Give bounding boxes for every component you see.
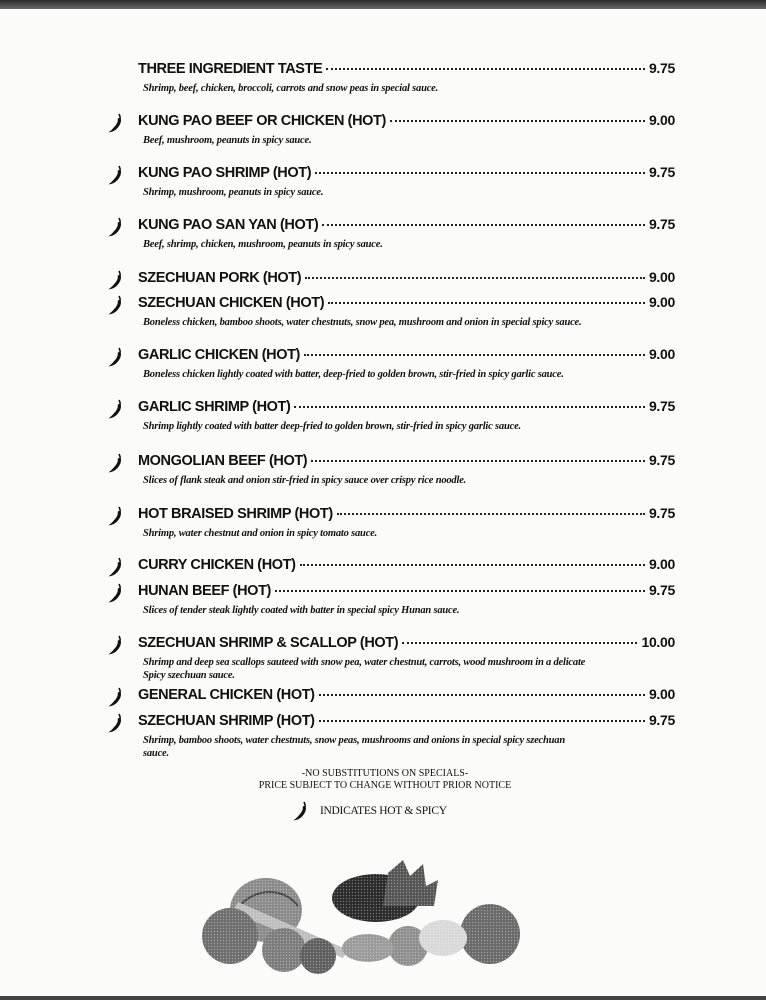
chili-pepper-icon	[105, 556, 127, 578]
item-description: Shrimp, bamboo shoots, water chestnuts, snow peas, mushrooms and onions in special spicy szechuan sauce.	[143, 735, 565, 759]
chili-pepper-icon	[105, 505, 127, 527]
menu-item	[105, 216, 675, 251]
menu-item	[105, 582, 675, 617]
chili-pepper-icon	[105, 634, 127, 656]
menu-item	[105, 269, 675, 289]
dot-leader	[300, 564, 645, 566]
chili-pepper-icon	[105, 294, 127, 316]
item-description: Beef, shrimp, chicken, mushroom, peanuts in spicy sauce.	[143, 239, 383, 250]
item-price: 9.00	[648, 346, 675, 362]
item-price: 10.00	[641, 634, 675, 650]
menu-item	[105, 294, 675, 329]
chili-pepper-icon	[105, 269, 127, 291]
item-name: THREE INGREDIENT TASTE	[138, 61, 323, 77]
item-price: 9.75	[648, 582, 675, 598]
chili-pepper-icon	[105, 712, 127, 734]
item-name: SZECHUAN CHICKEN (HOT)	[138, 295, 325, 311]
page-bottom-edge	[0, 996, 766, 1000]
dot-leader	[326, 68, 645, 70]
dot-leader	[322, 224, 645, 226]
legend-label: INDICATES HOT & SPICY	[320, 805, 447, 817]
chili-pepper-icon	[105, 112, 127, 134]
item-name: GARLIC SHRIMP (HOT)	[138, 399, 291, 415]
item-description: Boneless chicken, bamboo shoots, water chestnuts, snow pea, mushroom and onion in special spicy sauce.	[143, 317, 582, 328]
chili-pepper-icon	[105, 216, 127, 238]
dot-leader	[305, 277, 645, 279]
item-description: Slices of flank steak and onion stir-fried in spicy sauce over crispy rice noodle.	[143, 475, 467, 486]
menu-item	[105, 452, 675, 487]
item-description: Slices of tender steak lightly coated with batter in special spicy Hunan sauce.	[143, 605, 460, 616]
item-name: KUNG PAO SHRIMP (HOT)	[138, 165, 312, 181]
chili-pepper-icon	[290, 800, 312, 822]
item-name: GARLIC CHICKEN (HOT)	[138, 347, 300, 363]
dot-leader	[337, 513, 645, 515]
item-description: Beef, mushroom, peanuts in spicy sauce.	[143, 135, 312, 146]
dot-leader	[402, 642, 637, 644]
item-price: 9.75	[648, 164, 675, 180]
dot-leader	[275, 590, 645, 592]
item-description: Shrimp lightly coated with batter deep-fried to golden brown, stir-fried in spicy garlic sauce.	[143, 421, 521, 432]
item-price: 9.00	[648, 112, 675, 128]
item-price: 9.00	[648, 686, 675, 702]
dot-leader	[319, 720, 645, 722]
item-description: Shrimp, water chestnut and onion in spicy tomato sauce.	[143, 528, 378, 539]
item-name: HUNAN BEEF (HOT)	[138, 583, 271, 599]
item-price: 9.75	[648, 398, 675, 414]
chili-pepper-icon	[105, 452, 127, 474]
item-price: 9.00	[648, 294, 675, 310]
item-price: 9.75	[648, 60, 675, 76]
item-description: Shrimp, mushroom, peanuts in spicy sauce.	[143, 187, 324, 198]
item-price: 9.75	[648, 452, 675, 468]
chili-pepper-icon	[105, 686, 127, 708]
dot-leader	[328, 302, 645, 304]
item-price: 9.75	[648, 505, 675, 521]
dot-leader	[294, 406, 645, 408]
chili-pepper-icon	[105, 164, 127, 186]
item-name: SZECHUAN SHRIMP & SCALLOP (HOT)	[138, 635, 399, 651]
menu-item	[105, 712, 675, 760]
menu-item	[105, 505, 675, 540]
dot-leader	[319, 694, 645, 696]
dot-leader	[311, 460, 645, 462]
item-price: 9.00	[648, 556, 675, 572]
notice-substitutions: -NO SUBSTITUTIONS ON SPECIALS-	[301, 768, 469, 779]
item-name: KUNG PAO BEEF OR CHICKEN (HOT)	[138, 113, 386, 129]
dot-leader	[304, 354, 645, 356]
menu-item	[105, 686, 675, 706]
item-description: Shrimp, beef, chicken, broccoli, carrots and snow peas in special sauce.	[143, 83, 439, 94]
item-name: GENERAL CHICKEN (HOT)	[138, 687, 315, 703]
item-price: 9.75	[648, 712, 675, 728]
chili-pepper-icon	[105, 582, 127, 604]
vegetables-illustration	[198, 858, 528, 976]
chili-pepper-icon	[105, 346, 127, 368]
item-name: HOT BRAISED SHRIMP (HOT)	[138, 506, 333, 522]
menu-item	[105, 556, 675, 576]
item-price: 9.00	[648, 269, 675, 285]
item-name: CURRY CHICKEN (HOT)	[138, 557, 296, 573]
item-name: MONGOLIAN BEEF (HOT)	[138, 453, 308, 469]
legend	[290, 800, 447, 822]
menu-item	[105, 164, 675, 199]
dot-leader	[315, 172, 645, 174]
dot-leader	[390, 120, 645, 122]
item-price: 9.75	[648, 216, 675, 232]
menu-item	[105, 112, 675, 147]
menu-item	[105, 634, 675, 682]
notice	[200, 768, 570, 792]
item-name: KUNG PAO SAN YAN (HOT)	[138, 217, 319, 233]
item-description: Boneless chicken lightly coated with batter, deep-fried to golden brown, stir-fried in spicy garlic sauce.	[143, 369, 564, 380]
notice-price-change: PRICE SUBJECT TO CHANGE WITHOUT PRIOR NOTICE	[258, 780, 512, 791]
item-name: SZECHUAN SHRIMP (HOT)	[138, 713, 315, 729]
menu-item	[105, 398, 675, 433]
item-name: SZECHUAN PORK (HOT)	[138, 270, 302, 286]
menu-item	[105, 346, 675, 381]
page-top-edge	[0, 0, 766, 9]
item-description: Shrimp and deep sea scallops sauteed with snow pea, water chestnut, carrots, wood mushroom in a delicate Spicy szechuan sauce.	[143, 657, 586, 681]
menu-item	[105, 60, 675, 95]
chili-pepper-icon	[105, 398, 127, 420]
